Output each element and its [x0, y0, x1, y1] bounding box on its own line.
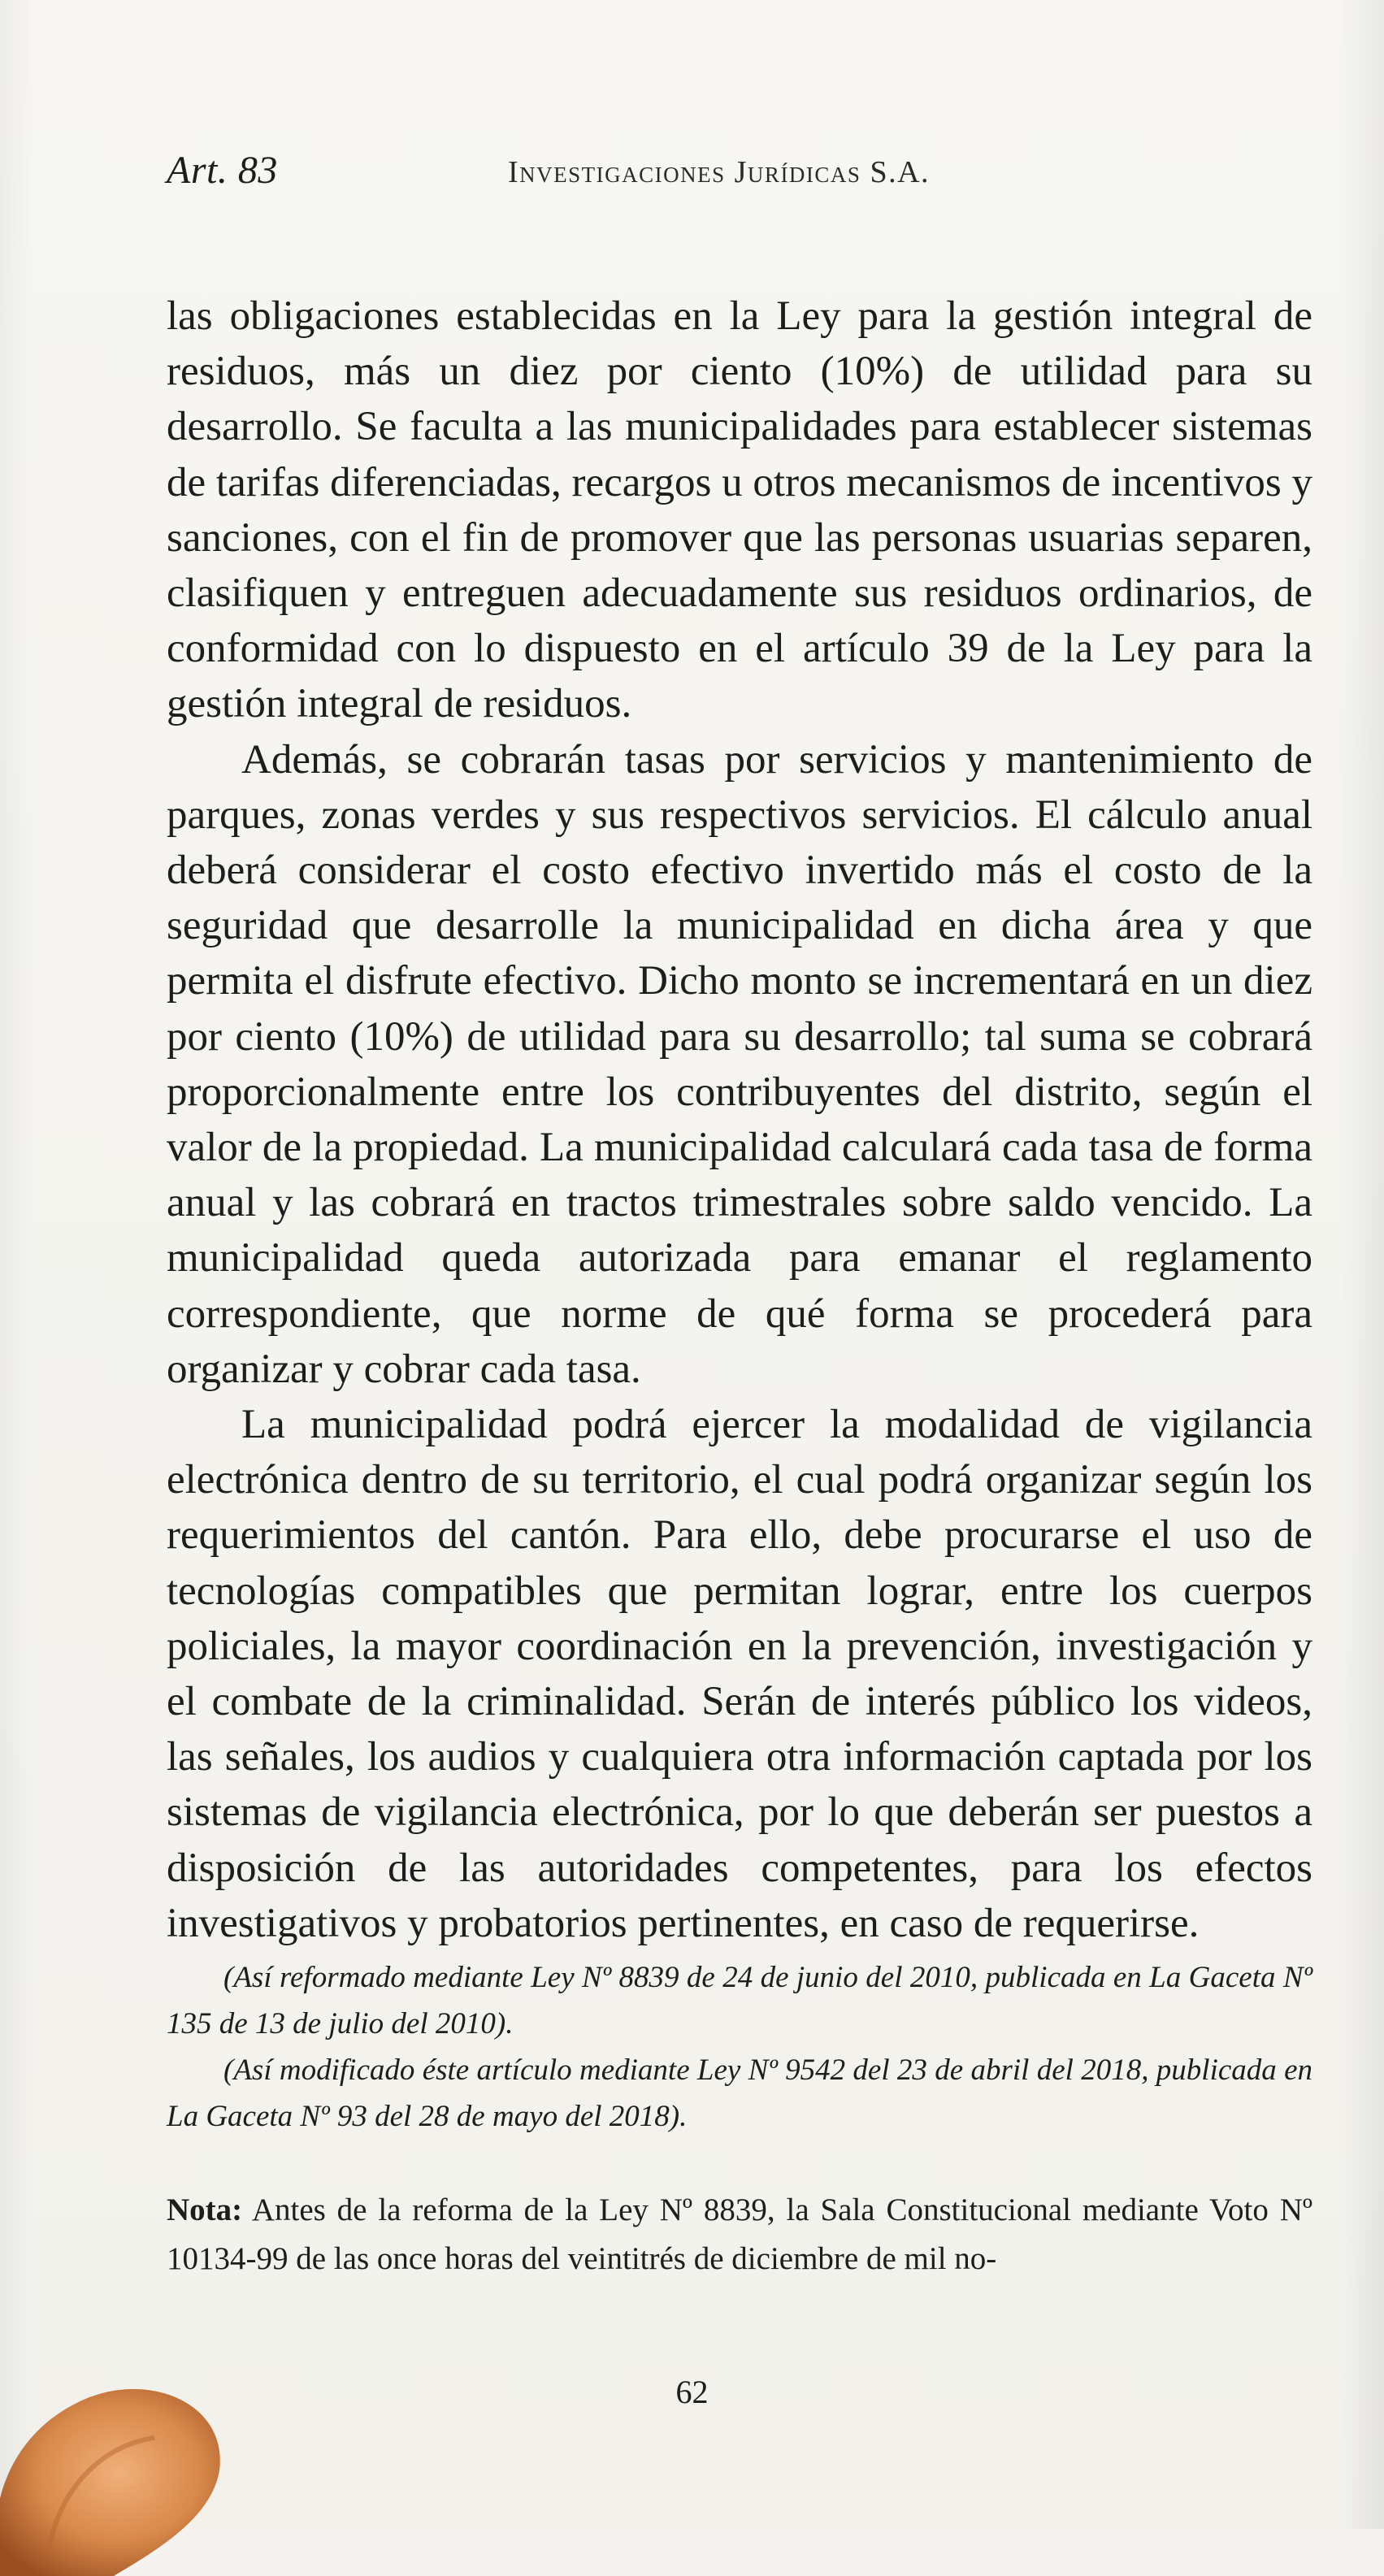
page-header	[167, 148, 1329, 205]
body-paragraph: La municipalidad podrá ejercer la modalidad de vigilancia electrónica dentro de su territorio, el cual podrá organizar según los requerimientos del cantón. Para ello, debe procurarse el uso de tecnologías compatibles que permitan lograr, entre los cuerpos policiales, la mayor coordinación en la prevención, investigación y el combate de la criminalidad. Serán de interés público los videos, las señales, los audios y cualquiera otra información captada por los sistemas de vigilancia electrónica, por lo que deberán ser puestos a disposición de las autoridades competentes, para los efectos investigativos y probatorios pertinentes, en caso de requerirse.	[167, 1402, 1312, 1946]
reform-note: (Así reformado mediante Ley Nº 8839 de 24 de junio del 2010, publicada en La Gaceta Nº 135 de 13 de julio del 2010).	[167, 1961, 1312, 2040]
footnote-text: Antes de la reforma de la Ley Nº 8839, la Sala Constitucional mediante Voto Nº 10134-99 de las once horas del veintitrés de diciembre de mil no-	[167, 2192, 1312, 2276]
reform-note: (Así modificado éste artículo mediante Ley Nº 9542 del 23 de abril del 2018, publicada en La Gaceta Nº 93 del 28 de mayo del 2018).	[167, 2053, 1312, 2133]
article-label: Art. 83	[167, 149, 278, 192]
footnote-label: Nota:	[167, 2192, 243, 2227]
body-paragraph: Además, se cobrarán tasas por servicios y mantenimiento de parques, zonas verdes y sus respectivos servicios. El cálculo anual deberá considerar el costo efectivo invertido más el costo de la seguridad que desarrolle la municipalidad en dicha área y que permita el disfrute efectivo. Dicho monto se incrementará en un diez por ciento (10%) de utilidad para su desarrollo; tal suma se cobrará proporcionalmente entre los contribuyentes del distrito, según el valor de la propiedad. La municipalidad calculará cada tasa de forma anual y las cobrará en tractos trimestrales sobre saldo vencido. La municipalidad queda autorizada para emanar el reglamento correspondiente, que norme de qué forma se procederá para organizar y cobrar cada tasa.	[167, 736, 1312, 1392]
page-number: 62	[675, 2374, 709, 2410]
body-paragraph: las obligaciones establecidas en la Ley para la gestión integral de residuos, más un diez por ciento (10%) de utilidad para su desarrollo. Se faculta a las municipalidades para establecer sistemas de tarifas diferenciadas, recargos u otros mecanismos de incentivos y sanciones, con el fin de promover que las personas usuarias separen, clasifiquen y entreguen adecuadamente sus residuos ordinarios, de conformidad con lo dispuesto en el artículo 39 de la Ley para la gestión integral de residuos.	[167, 293, 1312, 727]
footnote	[167, 2186, 1312, 2283]
thumb-image	[0, 2308, 260, 2576]
reform-notes	[167, 1954, 1312, 2140]
article-body	[167, 288, 1312, 1951]
page-edge-shadow	[1338, 0, 1384, 2529]
running-head: Investigaciones Jurídicas S.A.	[508, 155, 931, 189]
